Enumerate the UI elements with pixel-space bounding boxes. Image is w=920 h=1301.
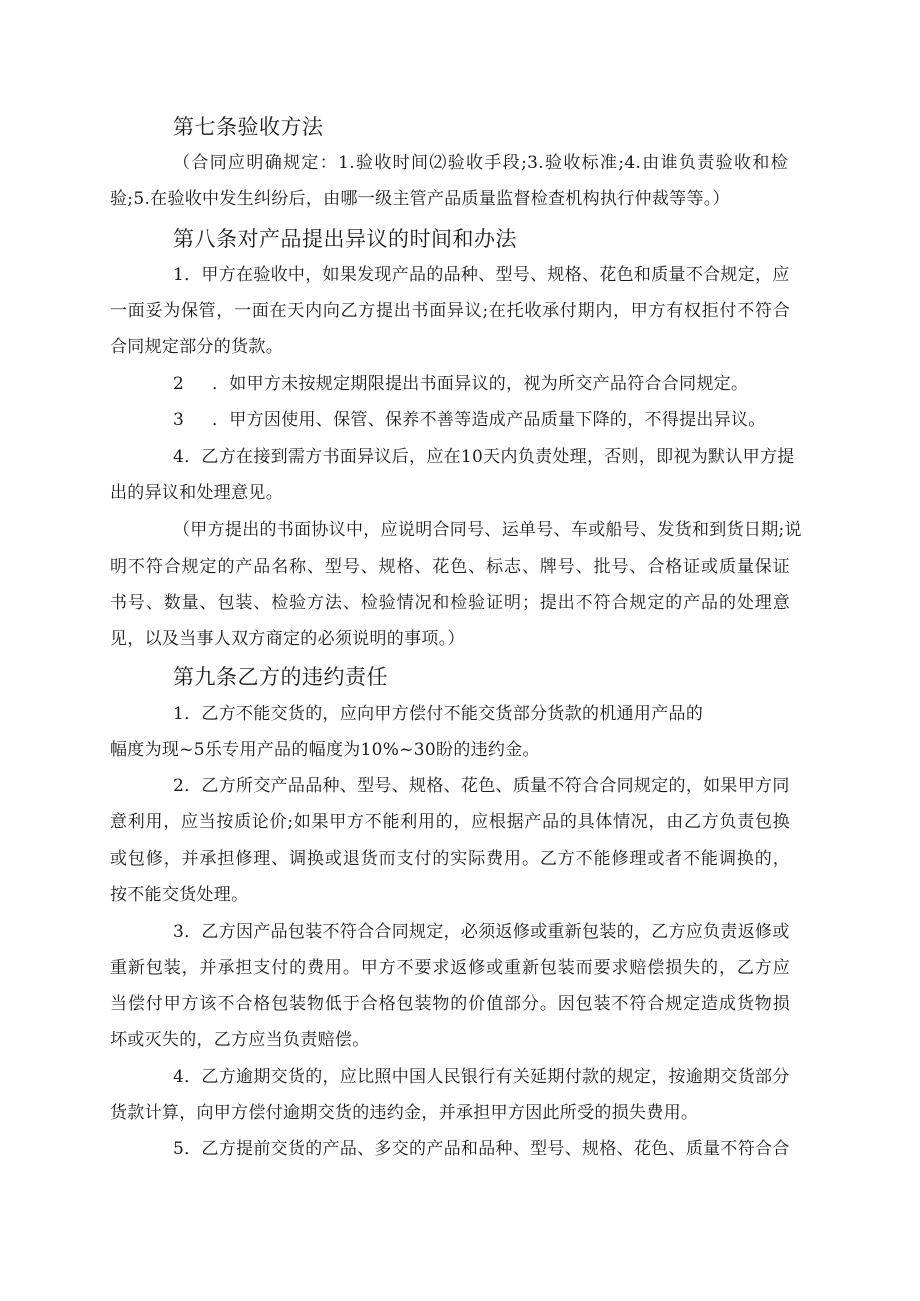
article-8-item-4-line-2: 出的异议和处理意见。: [110, 483, 283, 503]
article-7-heading: 第七条验收方法: [173, 115, 324, 139]
article-9-item-3-line-2: 重新包装，并承担支付的费用。甲方不要求返修或重新包装而要求赔偿损失的，乙方应: [110, 958, 790, 978]
article-8-note-line-2: 明不符合规定的产品名称、型号、规格、花色、标志、牌号、批号、合格证或质量保证: [110, 557, 790, 577]
article-8-note-line-3: 书号、数量、包装、检验方法、检验情况和检验证明；提出不符合规定的产品的处理意: [110, 593, 790, 613]
article-9-item-1-line-1: 1．乙方不能交货的，应向甲方偿付不能交货部分货款的机通用产品的: [173, 704, 704, 724]
article-8-item-1-line-2: 一面妥为保管，一面在天内向乙方提出书面异议;在托收承付期内，甲方有权拒付不符合: [110, 301, 790, 321]
article-9-item-3-line-4: 坏或灭失的，乙方应当负责赔偿。: [110, 1030, 370, 1050]
article-9-item-2-line-3: 或包修，并承担修理、调换或退货而支付的实际费用。乙方不能修理或者不能调换的，: [110, 849, 790, 869]
article-8-item-1-line-1: 1．甲方在验收中，如果发现产品的品种、型号、规格、花色和质量不合规定，应: [173, 265, 790, 285]
article-9-item-1-line-2: 幅度为现~5乐专用产品的幅度为10%~30盼的违约金。: [110, 740, 540, 760]
article-9-item-4-line-1: 4．乙方逾期交货的，应比照中国人民银行有关延期付款的规定，按逾期交货部分: [173, 1067, 790, 1087]
article-8-note-line-1: （甲方提出的书面协议中，应说明合同号、运单号、车或船号、发货和到货日期;说: [173, 520, 802, 540]
article-8-item-2-text: ．如甲方未按规定期限提出书面异议的，视为所交产品符合合同规定。: [212, 374, 749, 394]
article-8-item-1-line-3: 合同规定部分的货款。: [110, 337, 283, 357]
article-8-note-line-4: 见，以及当事人双方商定的必须说明的事项。）: [110, 629, 465, 649]
article-9-item-2-line-2: 意利用，应当按质论价;如果甲方不能利用的，应根据产品的具体情况，由乙方负责包换: [110, 812, 790, 832]
article-7-note-line-2: 验;5.在验收中发生纠纷后，由哪一级主管产品质量监督检查机构执行仲裁等等。）: [110, 189, 730, 209]
article-9-heading: 第九条乙方的违约责任: [173, 665, 388, 689]
article-8-item-2-number: 2: [173, 374, 185, 394]
article-9-item-4-line-2: 货款计算，向甲方偿付逾期交货的违约金，并承担甲方因此所受的损失费用。: [110, 1103, 699, 1123]
article-8-item-3-number: 3: [173, 410, 185, 430]
article-9-item-2-line-4: 按不能交货处理。: [110, 885, 249, 905]
article-8-item-4-line-1: 4．乙方在接到需方书面异议后，应在10天内负责处理，否则，即视为默认甲方提: [173, 447, 795, 467]
article-9-item-3-line-3: 当偿付甲方该不合格包装物低于合格包装物的价值部分。因包装不符合规定造成货物损: [110, 994, 790, 1014]
article-9-item-2-line-1: 2．乙方所交产品品种、型号、规格、花色、质量不符合合同规定的，如果甲方同: [173, 776, 790, 796]
article-9-item-3-line-1: 3．乙方因产品包装不符合合同规定，必须返修或重新包装的，乙方应负责返修或: [173, 922, 790, 942]
article-7-note-line-1: （合同应明确规定：1.验收时间⑵验收手段;3.验收标准;4.由谁负责验收和检: [173, 153, 788, 173]
article-9-item-5-line-1: 5．乙方提前交货的产品、多交的产品和品种、型号、规格、花色、质量不符合合: [173, 1139, 790, 1159]
article-8-heading: 第八条对产品提出异议的时间和办法: [173, 227, 517, 251]
article-8-item-3-text: ．甲方因使用、保管、保养不善等造成产品质量下降的，不得提出异议。: [212, 410, 766, 430]
